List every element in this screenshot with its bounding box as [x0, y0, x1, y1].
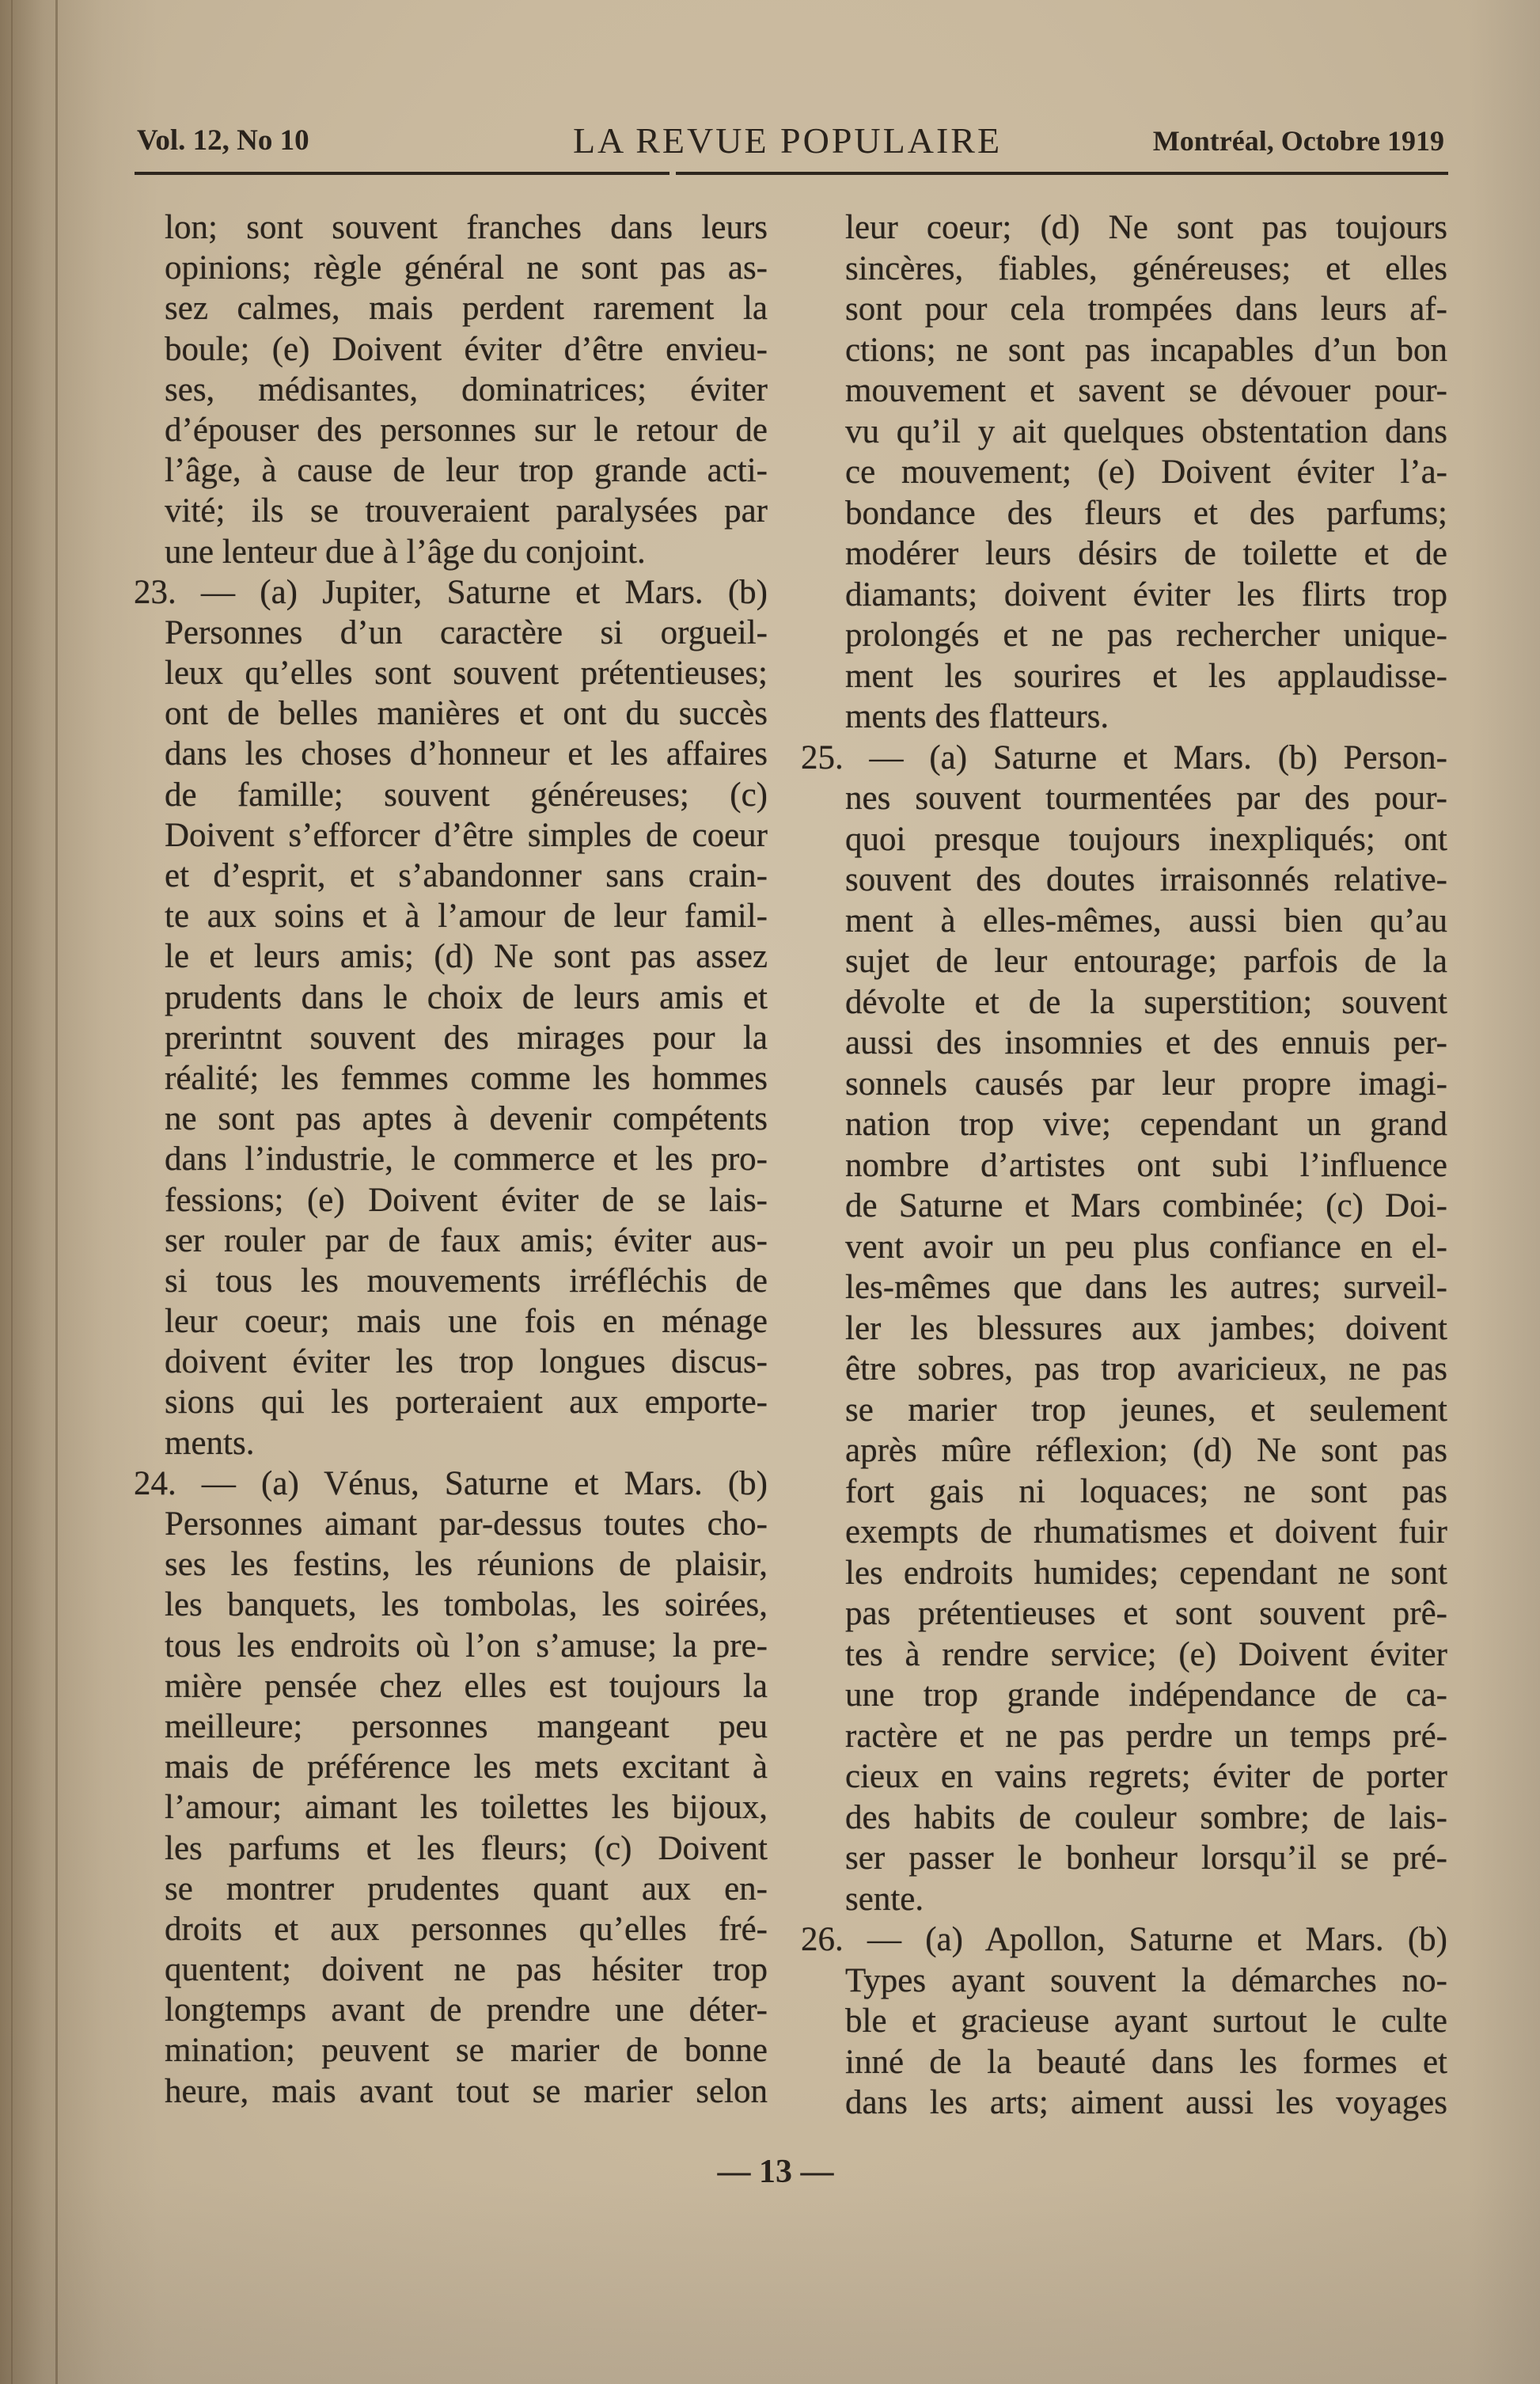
text-line: se montrer prudentes quant aux en-	[165, 1870, 768, 1908]
text-line: l’amour; aimant les toilettes les bijoux,	[165, 1789, 768, 1827]
column-right	[801, 207, 1447, 2124]
text-line: ses les festins, les réunions de plaisir,	[165, 1546, 768, 1584]
text-line: 25. — (a) Saturne et Mars. (b) Person-	[801, 738, 1447, 776]
magazine-title: LA REVUE POPULAIRE	[572, 120, 1003, 161]
text-line: ser rouler par de faux amis; éviter aus-	[165, 1221, 768, 1259]
text-line: Doivent s’efforcer d’être simples de coeur	[165, 816, 768, 854]
text-line: exempts de rhumatismes et doivent fuir	[845, 1513, 1447, 1551]
text-line: sez calmes, mais perdent rarement la	[165, 290, 768, 328]
text-line: ractère et ne pas perdre un temps pré-	[845, 1717, 1447, 1755]
issue-volume: Vol. 12, No 10	[137, 124, 309, 157]
column-left	[134, 207, 768, 2112]
paragraph	[134, 1463, 768, 2112]
text-line: sente.	[845, 1880, 924, 1918]
paragraph	[134, 572, 768, 1463]
text-line: mination; peuvent se marier de bonne	[165, 2032, 768, 2070]
text-line: ble et gracieuse ayant surtout le culte	[845, 2002, 1447, 2040]
text-line: ments.	[165, 1424, 255, 1462]
header-rule-right	[676, 172, 1448, 175]
text-line: une trop grande indépendance de ca-	[845, 1676, 1447, 1714]
text-line: doivent éviter les trop longues discus-	[165, 1343, 768, 1381]
text-line: prerintnt souvent des mirages pour la	[165, 1019, 768, 1057]
text-line: si tous les mouvements irréfléchis de	[165, 1262, 768, 1300]
text-line: sonnels causés par leur propre imagi-	[845, 1065, 1447, 1103]
paragraph	[801, 1919, 1447, 2124]
text-line: ctions; ne sont pas incapables d’un bon	[845, 331, 1447, 369]
text-line: pas prétentieuses et sont souvent prê-	[845, 1595, 1447, 1632]
paragraph	[134, 207, 768, 572]
text-line: ont de belles manières et ont du succès	[165, 695, 768, 733]
text-line: ne sont pas aptes à devenir compétents	[165, 1100, 768, 1138]
text-line: être sobres, pas trop avaricieux, ne pas	[845, 1350, 1447, 1388]
text-line: les-mêmes que dans les autres; surveil-	[845, 1269, 1447, 1306]
text-line: quentent; doivent ne pas hésiter trop	[165, 1951, 768, 1989]
text-line: sont pour cela trompées dans leurs af-	[845, 290, 1447, 328]
text-line: des habits de couleur sombre; de lais-	[845, 1798, 1447, 1836]
text-line: ses, médisantes, dominatrices; éviter	[165, 370, 768, 408]
text-line: cieux en vains regrets; éviter de porter	[845, 1758, 1447, 1795]
text-line: leur coeur; mais une fois en ménage	[165, 1303, 768, 1341]
issue-dateline: Montréal, Octobre 1919	[1152, 125, 1444, 157]
text-line: d’épouser des personnes sur le retour de	[165, 411, 768, 449]
text-line: une lenteur due à l’âge du conjoint.	[165, 533, 646, 571]
text-line: Types ayant souvent la démarches no-	[845, 1961, 1447, 1999]
page-binding-edge	[11, 0, 13, 2384]
text-line: sions qui les porteraient aux emporte-	[165, 1384, 768, 1422]
text-line: l’âge, à cause de leur trop grande acti-	[165, 452, 768, 490]
text-line: inné de la beauté dans les formes et	[845, 2043, 1447, 2081]
text-line: prolongés et ne pas rechercher unique-	[845, 617, 1447, 654]
text-line: vent avoir un peu plus confiance en el-	[845, 1228, 1447, 1266]
text-line: 24. — (a) Vénus, Saturne et Mars. (b)	[134, 1464, 768, 1502]
text-line: de Saturne et Mars combinée; (c) Doi-	[845, 1187, 1447, 1224]
text-line: réalité; les femmes comme les hommes	[165, 1059, 768, 1097]
text-line: tes à rendre service; (e) Doivent éviter	[845, 1635, 1447, 1673]
text-line: les endroits humides; cependant ne sont	[845, 1554, 1447, 1592]
text-line: 26. — (a) Apollon, Saturne et Mars. (b)	[801, 1921, 1447, 1958]
text-line: ment à elles-mêmes, aussi bien qu’au	[845, 902, 1447, 940]
text-line: bondance des fleurs et des parfums;	[845, 494, 1447, 532]
text-line: ser passer le bonheur lorsqu’il se pré-	[845, 1839, 1447, 1877]
text-line: nation trop vive; cependant un grand	[845, 1106, 1447, 1143]
text-line: aussi des insomnies et des ennuis per-	[845, 1024, 1447, 1061]
text-line: mouvement et savent se dévouer pour-	[845, 372, 1447, 409]
text-line: te aux soins et à l’amour de leur famil-	[165, 898, 768, 936]
text-line: vu qu’il y ait quelques obstentation dans	[845, 412, 1447, 450]
text-line: meilleure; personnes mangeant peu	[165, 1707, 768, 1745]
text-line: vité; ils se trouveraient paralysées par	[165, 492, 768, 530]
text-line: prudents dans le choix de leurs amis et	[165, 978, 768, 1016]
text-line: de famille; souvent généreuses; (c)	[165, 776, 768, 814]
text-line: ce mouvement; (e) Doivent éviter l’a-	[845, 454, 1447, 491]
text-line: Personnes aimant par-dessus toutes cho-	[165, 1505, 768, 1543]
header-rule-left	[135, 172, 669, 175]
text-line: fort gais ni loquaces; ne sont pas	[845, 1472, 1447, 1510]
text-line: nombre d’artistes ont subi l’influence	[845, 1146, 1447, 1184]
text-line: le et leurs amis; (d) Ne sont pas assez	[165, 938, 768, 976]
text-line: leux qu’elles sont souvent prétentieuses;	[165, 655, 768, 693]
text-line: après mûre réflexion; (d) Ne sont pas	[845, 1432, 1447, 1469]
text-line: les banquets, les tombolas, les soirées,	[165, 1586, 768, 1624]
text-line: se marier trop jeunes, et seulement	[845, 1391, 1447, 1429]
text-line: Personnes d’un caractère si orgueil-	[165, 613, 768, 651]
paragraph	[801, 738, 1447, 1920]
text-line: opinions; règle général ne sont pas as-	[165, 249, 768, 287]
text-line: droits et aux personnes qu’elles fré-	[165, 1910, 768, 1948]
text-line: mais de préférence les mets excitant à	[165, 1748, 768, 1786]
text-line: boule; (e) Doivent éviter d’être envieu-	[165, 330, 768, 368]
text-line: heure, mais avant tout se marier selon	[165, 2072, 768, 2110]
text-line: fessions; (e) Doivent éviter de se lais-	[165, 1181, 768, 1219]
text-line: dans les arts; aiment aussi les voyages	[845, 2084, 1447, 2121]
text-line: modérer leurs désirs de toilette et de	[845, 535, 1447, 572]
text-line: sincères, fiables, généreuses; et elles	[845, 249, 1447, 287]
text-line: nes souvent tourmentées par des pour-	[845, 780, 1447, 817]
text-line: ler les blessures aux jambes; doivent	[845, 1309, 1447, 1347]
text-line: quoi presque toujours inexpliqués; ont	[845, 820, 1447, 858]
text-line: tous les endroits où l’on s’amuse; la pre-	[165, 1627, 768, 1665]
text-line: mière pensée chez elles est toujours la	[165, 1667, 768, 1705]
text-line: longtemps avant de prendre une déter-	[165, 1991, 768, 2029]
text-line: dans l’industrie, le commerce et les pro-	[165, 1141, 768, 1179]
paragraph	[801, 207, 1447, 738]
text-line: diamants; doivent éviter les flirts trop	[845, 575, 1447, 613]
page-binding-line	[55, 0, 58, 2384]
text-line: ment les sourires et les applaudisse-	[845, 657, 1447, 695]
text-line: sujet de leur entourage; parfois de la	[845, 943, 1447, 980]
text-line: 23. — (a) Jupiter, Saturne et Mars. (b)	[134, 573, 768, 611]
text-line: souvent des doutes irraisonnés relative-	[845, 861, 1447, 898]
text-line: et d’esprit, et s’abandonner sans crain-	[165, 857, 768, 894]
text-line: ments des flatteurs.	[845, 698, 1109, 735]
text-line: les parfums et les fleurs; (c) Doivent	[165, 1829, 768, 1867]
text-line: leur coeur; (d) Ne sont pas toujours	[845, 209, 1447, 246]
text-line: dévolte et de la superstition; souvent	[845, 983, 1447, 1021]
text-line: dans les choses d’honneur et les affaires	[165, 735, 768, 773]
page-number: — 13 —	[717, 2154, 834, 2190]
text-line: lon; sont souvent franches dans leurs	[165, 209, 768, 246]
